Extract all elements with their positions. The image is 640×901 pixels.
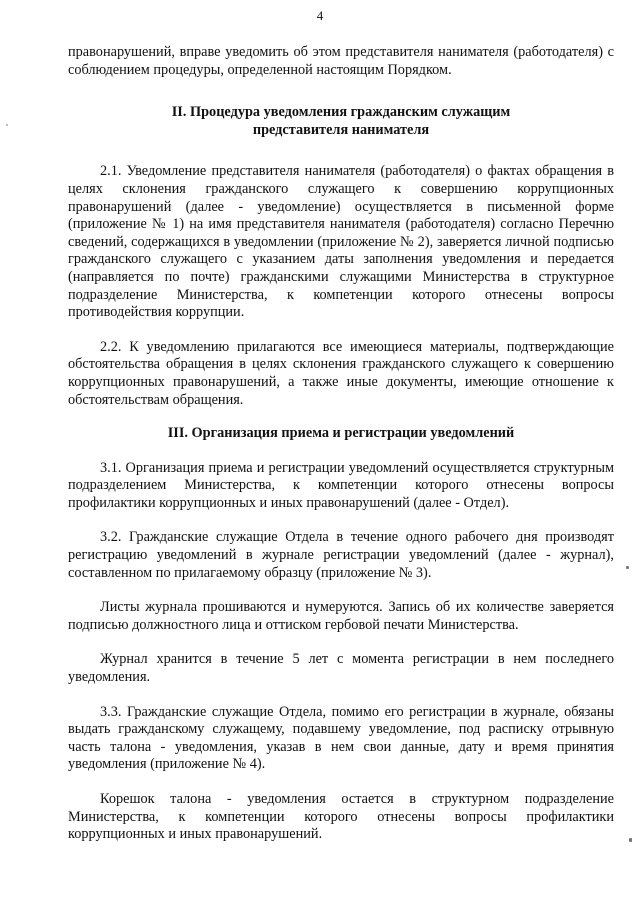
- scan-mark: [626, 566, 629, 569]
- scan-mark: [629, 838, 632, 842]
- paragraph-journal-sheets: Листы журнала прошиваются и нумеруются. Запись об их количестве заверяется подписью должностного лица и оттиском гербовой печати Министерства.: [68, 599, 614, 633]
- scan-mark: [6, 124, 8, 126]
- paragraph-journal-storage: Журнал хранится в течение 5 лет с момента регистрации в нем последнего уведомления.: [68, 651, 614, 686]
- page-number: 4: [316, 8, 324, 23]
- section-2-heading-line-2: представителя нанимателя: [252, 121, 430, 138]
- section-3-heading: III. Организация приема и регистрации уведомлений: [167, 425, 515, 442]
- paragraph-3-3: 3.3. Гражданские служащие Отдела, помимо его регистрации в журнале, обязаны выдать гражданскому служащему, подавшему уведомление, под расписку отрывную часть талона - уведомления, указав в нем свои данные, дату и время принятия уведомления (приложение № 4).: [68, 703, 614, 773]
- paragraph-2-2: 2.2. К уведомлению прилагаются все имеющиеся материалы, подтверждающие обстоятельства обращения в целях склонения гражданского служащего к совершению коррупционных правонарушений, а также иные документы, имеющие отношение к обстоятельствам обращения.: [68, 338, 614, 408]
- section-2-heading: [68, 104, 614, 139]
- paragraph-3-2: 3.2. Гражданские служащие Отдела в течение одного рабочего дня производят регистрацию уведомлений в журнале регистрации уведомлений (далее - журнал), составленном по прилагаемому образцу (приложение № 3).: [68, 529, 614, 581]
- section-2-heading-line-1: II. Процедура уведомления гражданским служащим: [171, 104, 511, 121]
- intro-paragraph: правонарушений, вправе уведомить об этом представителя нанимателя (работодателя) с соблюдением процедуры, определенной настоящим Порядком.: [68, 44, 614, 78]
- paragraph-3-1: 3.1. Организация приема и регистрации уведомлений осуществляется структурным подразделением Министерства, к компетенции которого отнесены вопросы профилактики коррупционных и иных правонарушений (далее - Отдел).: [68, 459, 614, 511]
- document-body: [68, 44, 614, 844]
- paragraph-2-1: 2.1. Уведомление представителя нанимателя (работодателя) о фактах обращения в целях склонения гражданского служащего к совершению коррупционных правонарушений (далее - уведомление) осуществляется в письменной форме (приложение № 1) на имя представителя нанимателя (работодателя) согласно Перечню сведений, содержащихся в уведомлении (приложение № 2), заверяется личной подписью гражданского служащего с указанием даты заполнения уведомления и передается (направляется по почте) гражданскими служащими Министерства в структурное подразделение Министерства, к компетенции которого отнесены вопросы противодействия коррупции.: [68, 163, 614, 321]
- paragraph-stub: Корешок талона - уведомления остается в структурном подразделение Министерства, к компетенции которого отнесены вопросы профилактики коррупционных и иных правонарушений.: [68, 791, 614, 843]
